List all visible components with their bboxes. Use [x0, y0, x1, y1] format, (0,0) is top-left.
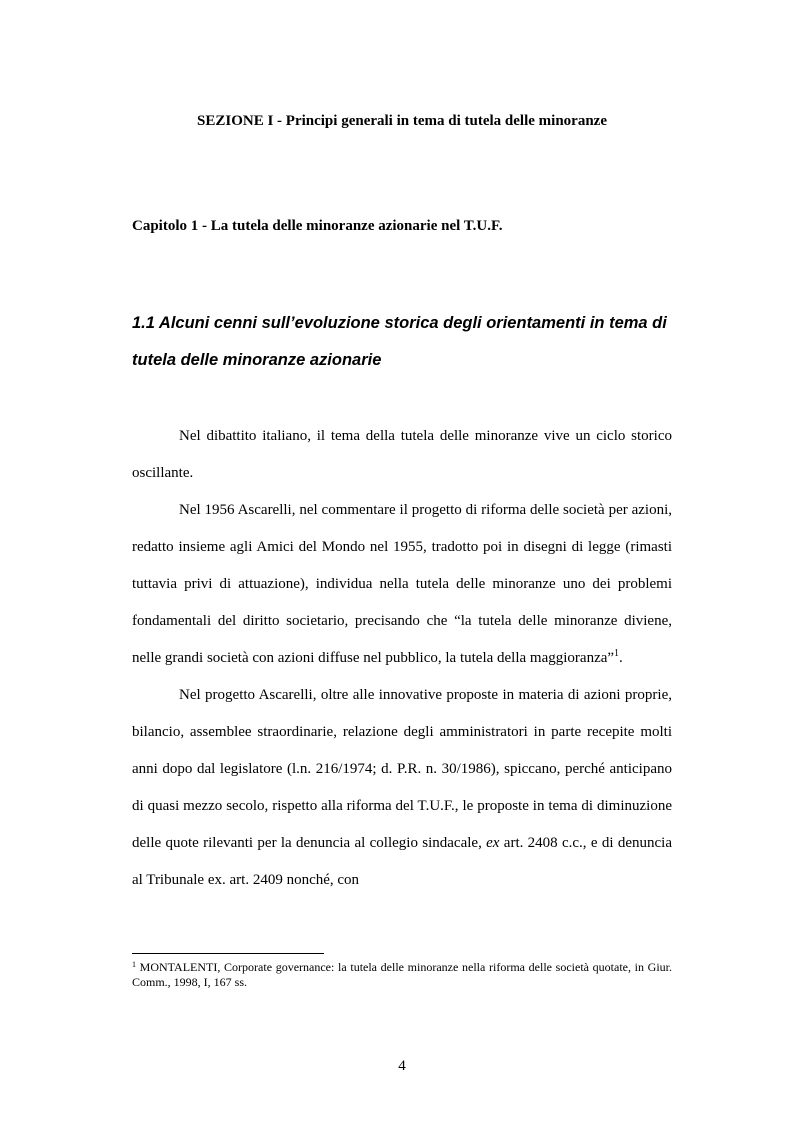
footnote-text: MONTALENTI, Corporate governance: la tutela delle minoranze nella riforma delle società quotate, in Giur. Comm., 1998, I, 167 ss.: [132, 960, 672, 989]
section-title: SEZIONE I - Principi generali in tema di tutela delle minoranze: [197, 113, 607, 129]
page-number: 4: [398, 1058, 406, 1074]
footnote-separator: [132, 953, 324, 954]
footnote-number: 1: [132, 960, 136, 969]
paragraph-3-italic-ex: ex: [486, 835, 500, 851]
body-text: [132, 418, 672, 899]
subsection-title: 1.1 Alcuni cenni sull’evoluzione storica degli orientamenti in tema di tutela delle minoranze azionarie: [132, 314, 667, 369]
paragraph-3-text-b: art. 2408 c.c., e di denuncia al Tribunale ex. art. 2409 nonché, con: [132, 835, 672, 888]
paragraph-1: Nel dibattito italiano, il tema della tutela delle minoranze vive un ciclo storico oscillante.: [132, 428, 672, 481]
paragraph-2: [132, 492, 672, 677]
paragraph-3-text-a: Nel progetto Ascarelli, oltre alle innovative proposte in materia di azioni proprie, bilancio, assemblee straordinarie, relazione degli amministratori in parte recepite molti anni dopo dal legislatore (l.n. 216/1974; d. P.R. n. 30/1986), spiccano, perché anticipano di quasi mezzo secolo, rispetto alla riforma del T.U.F., le proposte in tema di diminuzione delle quote rilevanti per la denuncia al collegio sindacale,: [132, 687, 672, 851]
paragraph-2-end: .: [619, 650, 623, 666]
footnote: [132, 960, 672, 990]
footnote-reference[interactable]: 1: [614, 648, 620, 659]
paragraph-3: [132, 677, 672, 899]
paragraph-2-text: Nel 1956 Ascarelli, nel commentare il progetto di riforma delle società per azioni, redatto insieme agli Amici del Mondo nel 1955, tradotto poi in disegni di legge (rimasti tuttavia privi di attuazione), individua nella tutela delle minoranze uno dei problemi fondamentali del diritto societario, precisando che “la tutela delle minoranze diviene, nelle grandi società con azioni diffuse nel pubblico, la tutela della maggioranza”: [132, 502, 672, 666]
chapter-title: Capitolo 1 - La tutela delle minoranze azionarie nel T.U.F.: [132, 218, 503, 234]
